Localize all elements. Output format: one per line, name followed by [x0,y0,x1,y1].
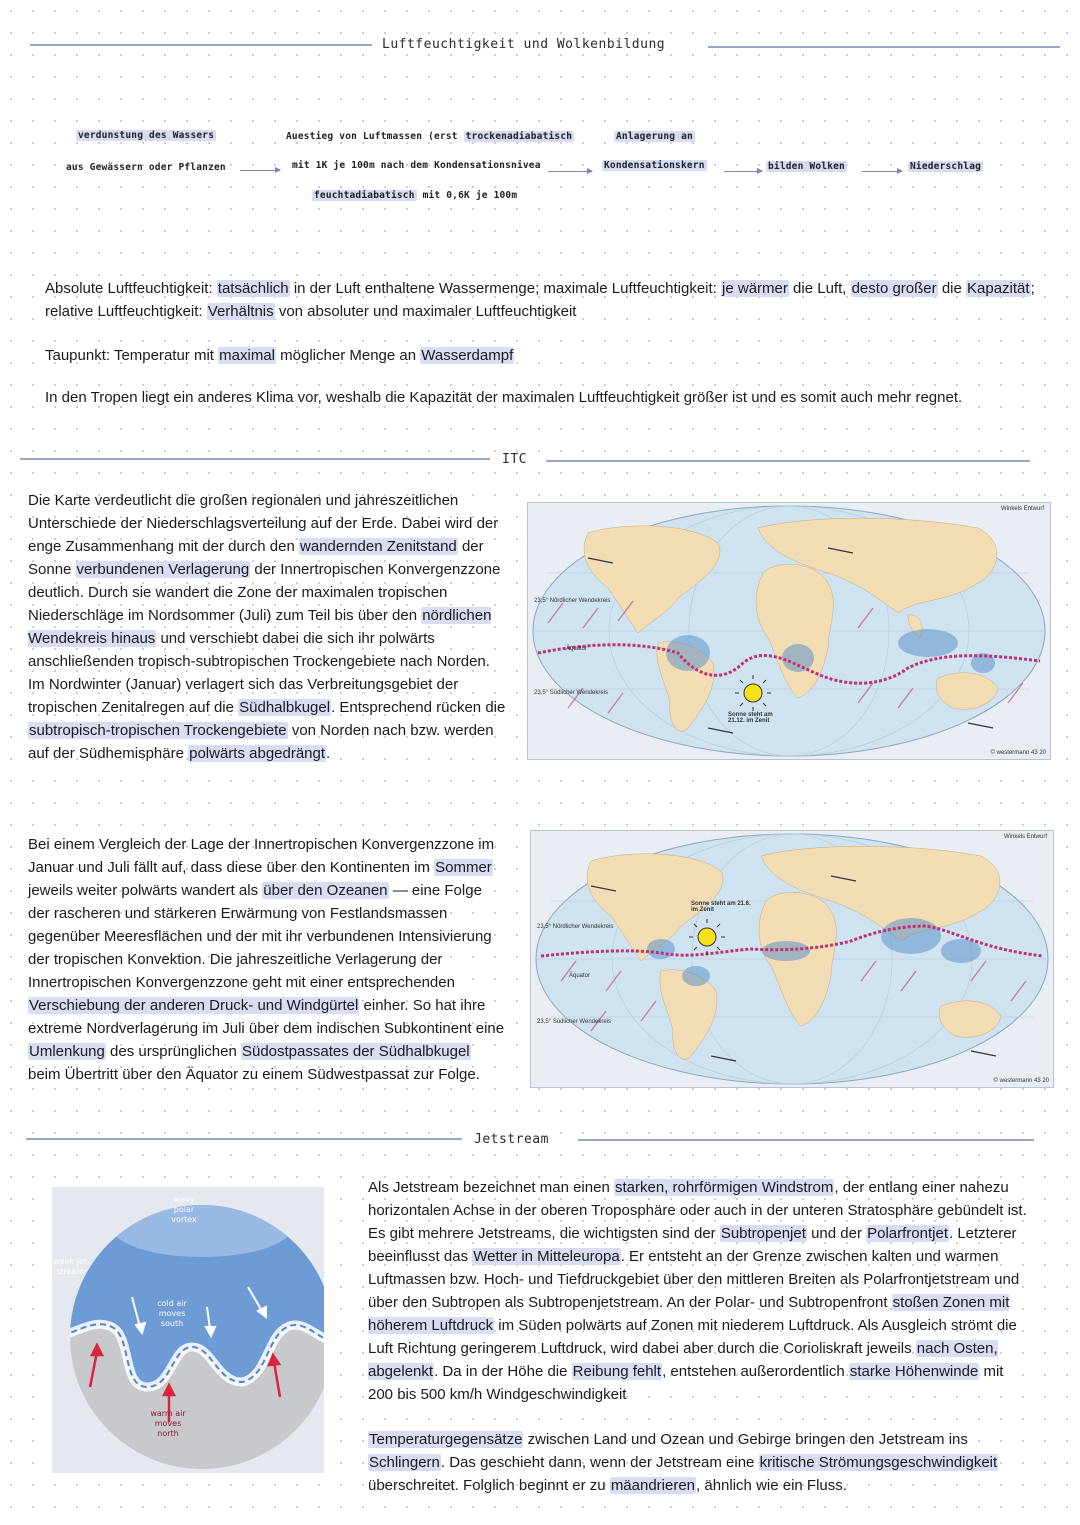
definitions-luftfeuchtigkeit: Absolute Luftfeuchtigkeit: tatsächlich in der Luft enthaltene Wassermenge; maximale Luftfeuchtigkeit: je wärmer die Luft, desto großer die Kapazität; relative Luftfeuchtigkeit: Verhältnis von absoluter und maximaler Luftfeuchtigkeit [45,280,1035,320]
globe-label-cold: cold air moves south [157,1299,187,1328]
globe-label-wavy: wavy polar vortex [171,1195,197,1224]
itc-paragraph-1: Die Karte verdeutlicht die großen regionalen und jahreszeitlichen Unterschiede der Niederschlagsverteilung auf der Erde. Dabei wird der enge Zusammenhang mit der durch den wandernden Zenitstand der Sonne verbundenen Verlagerung der Innertropischen Konvergenzzone deutlich. Durch sie wandert die Zone der maximalen tropischen Niederschläge im Nordsommer (Juli) zum Teil bis über den nördlichen Wendekreis hinaus und verschiebt dabei die sich ihr polwärts anschließenden tropisch-subtropischen Trockengebiete nach Norden. Im Nordwinter (Januar) verlagert sich das Verbreitungsgebiet der tropischen Zenitalregen auf die Südhalbkugel. Entsprechend rücken die subtropisch-tropischen Trockengebiete von Norden nach bzw. werden auf der Südhemisphäre polwärts abgedrängt. [28,492,506,762]
map1-tropic-south: 23,5° Südlicher Wendekreis [534,690,608,696]
globe-image [52,1187,324,1473]
world-map-july [531,831,1053,1087]
map2-sun-label: Sonne steht am 21.6. im Zenit [691,901,751,913]
map2-tropic-south: 23,5° Südlicher Wendekreis [537,1019,611,1025]
map2-credit: Winkels Entwurf [1003,834,1047,840]
globe-label-warm: warm air moves north [150,1409,186,1438]
section-rule-left [26,1138,462,1140]
flow-arrow-4 [862,171,902,172]
flow-niederschlag: Niederschlag [910,161,982,172]
flow-verdunstung-line1: verdunstung des Wassers [78,130,215,141]
flow-aufstieg-line3: feuchtadiabatisch mit 0,6K je 100m [314,190,518,201]
section-title-jetstream: Jetstream [470,1132,553,1147]
world-map-january [528,503,1050,759]
flow-arrow-3 [724,171,762,172]
jetstream-paragraph-2: Temperaturgegensätze zwischen Land und Ozean und Gebirge bringen den Jetstream ins Schlingern. Das geschieht dann, wenn der Jetstream eine kritische Strömungsgeschwindigkeit überschreitet. Folglich beginnt er zu mäandrieren, ähnlich wie ein Fluss. [368,1431,998,1494]
flow-aufstieg-line2: mit 1K je 100m nach dem Kondensationsnivea [292,160,541,171]
definition-taupunkt: Taupunkt: Temperatur mit maximal möglicher Menge an Wasserdampf [45,347,514,364]
jetstream-globe-illustration [52,1187,324,1473]
section-title-luftfeuchtigkeit: Luftfeuchtigkeit und Wolkenbildung [378,37,669,52]
flow-anlagerung-line1: Anlagerung an [616,131,693,142]
itc-paragraph-2: Bei einem Vergleich der Lage der Innertropischen Konvergenzzone im Januar und Juli fällt auf, dass diese über den Kontinenten im Sommer jeweils weiter polwärts wandert als über den Ozeanen — eine Folge der rascheren und stärkeren Erwärmung von Festlandsmassen gegenüber Meeresflächen und der mit ihr verbundenen Intensivierung der tropischen Konvektion. Die jahreszeitliche Verlagerung der Innertropischen Konvergenzzone geht mit einer entsprechenden Verschiebung der anderen Druck- und Windgürtel einher. So hat ihre extreme Nordverlagerung im Juli über dem indischen Subkontinent eine Umlenkung des ursprünglichen Südostpassates der Südhalbkugel beim Übertritt über den Äquator zu einem Südwestpassat zur Folge. [28,836,505,1083]
section-rule-left [30,44,372,46]
jetstream-paragraph-1: Als Jetstream bezeichnet man einen starken, rohrförmigen Windstrom, der entlang einer nahezu horizontalen Achse in der oberen Troposphäre oder auch in der unteren Stratosphäre gebündelt ist. Es gibt mehrere Jetstreams, die wichtigsten sind der Subtropenjet und der Polarfrontjet. Letzterer beeinflusst das Wetter in Mitteleuropa. Er entsteht an der Grenze zwischen kalten und warmen Luftmassen bzw. Hoch- und Tiefdruckgebiet über den mittleren Breiten als Polarfrontjetstream und über den Subtropen als Subtropenjetstream. An der Polar- und Subtropenfront stoßen Zonen mit höherem Luftdruck im Süden polwärts auf Zonen mit niederem Luftdruck. Als Ausgleich strömt die Luft Richtung geringerem Luftdruck, wird dabei aber durch die Corioliskraft jeweils nach Osten, abgelenkt. Da in der Höhe die Reibung fehlt, entstehen außerordentlich starke Höhenwinde mit 200 bis 500 km/h Windgeschwindigkeit [368,1179,1027,1403]
map1-tropic-north: 23,5° Nördlicher Wendekreis [534,598,611,604]
section-rule-left [20,458,490,460]
map1-sun-label: Sonne steht am 21.12. im Zenit [728,712,773,724]
map2-tropic-north: 23,5° Nördlicher Wendekreis [537,924,614,930]
section-rule-right [546,460,1030,462]
map2-equator: Äquator [569,973,591,979]
flow-anlagerung-line2: Kondensationskern [604,160,705,171]
section-rule-right [578,1139,1034,1141]
itcz-map-january [527,502,1051,760]
definition-tropen: In den Tropen liegt ein anderes Klima vor, weshalb die Kapazität der maximalen Luftfeuchtigkeit größer ist und es somit auch mehr regnet. [45,389,963,406]
map2-publisher: © westermann 43 20 [993,1078,1049,1084]
itcz-map-july [530,830,1054,1088]
section-title-itc: ITC [498,452,531,467]
flow-arrow-2 [548,171,592,172]
map1-credit: Winkels Entwurf [1000,506,1044,512]
section-rule-right [708,46,1060,48]
flow-wolken: bilden Wolken [768,161,845,172]
flow-aufstieg-line1: Auestieg von Luftmassen (erst trockenadiabatisch [286,131,573,142]
map1-equator: Äquator [566,646,588,652]
flow-arrow-1 [240,170,280,171]
flow-verdunstung-line2: aus Gewässern oder Pflanzen [66,162,226,173]
globe-label-weak: weak jet stream [53,1257,87,1276]
map1-publisher: © westermann 43 20 [990,750,1046,756]
